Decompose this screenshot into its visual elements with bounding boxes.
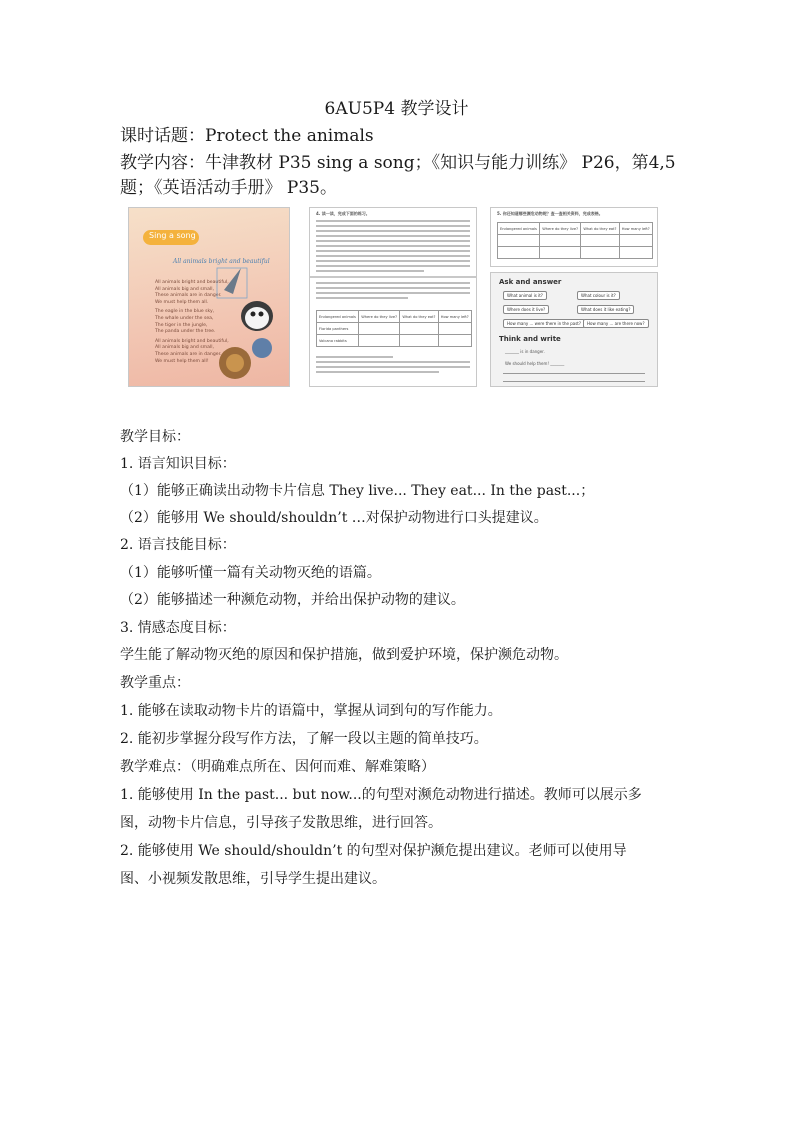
table-header: Endangered animals <box>317 311 359 323</box>
table-header: What do they eat? <box>400 311 438 323</box>
body-line: 学生能了解动物灭绝的原因和保护措施，做到爱护环境，保护濒危动物。 <box>120 647 568 663</box>
exercise-5-table <box>497 222 653 259</box>
song-lyric-line: The panda under the tree. <box>155 329 216 335</box>
exercise-5-heading: 5. 你还知道哪些濒危动物呢？查一查相关资料，完成表格。 <box>497 211 603 216</box>
question-pill: Where does it live? <box>503 305 549 314</box>
body-line: （2）能够描述一种濒危动物，并给出保护动物的建议。 <box>120 592 465 608</box>
body-line: 2. 语言技能目标： <box>120 537 236 553</box>
body-line: （2）能够用 We should/shouldn’t …对保护动物进行口头提建议。 <box>120 510 548 526</box>
song-lyric-line: All animals bright and beautiful, <box>155 338 229 344</box>
song-lyric-line: These animals are in danger. <box>155 293 222 299</box>
exercise-5-image <box>490 207 658 267</box>
question-pill: How many ... were there in the past? <box>503 319 585 328</box>
question-pill: What does it like eating? <box>577 305 634 314</box>
think-write-heading: Think and write <box>499 335 561 343</box>
ask-answer-heading: Ask and answer <box>499 278 562 286</box>
body-line: 1. 能够在读取动物卡片的语篇中，掌握从词到句的写作能力。 <box>120 703 502 719</box>
write-line: We should help them! _______ <box>505 361 565 366</box>
table-row-label: Volcano rabbits <box>317 335 359 347</box>
body-line: 1. 语言知识目标： <box>120 456 236 472</box>
exercise-4-heading: 4. 读一读，完成下面的练习。 <box>316 211 370 216</box>
write-line: _______ is in danger. <box>505 349 545 354</box>
body-line: 2. 能够使用 We should/shouldn’t 的句型对保护濒危提出建议。老师可以使用导 <box>120 843 627 859</box>
song-lyric-line: All animals bright and beautiful, <box>155 280 229 285</box>
song-lyric-line: The whale under the sea, <box>155 315 214 321</box>
body-line: 教学难点：（明确难点所在、因何而难、解难策略） <box>120 759 435 775</box>
body-line: 1. 能够使用 In the past... but now...的句型对濒危动物进行描述。教师可以展示多 <box>120 787 642 803</box>
sing-a-song-image <box>128 207 290 387</box>
song-title: All animals bright and beautiful <box>173 258 270 265</box>
lesson-topic: 课时话题：Protect the animals <box>120 126 374 146</box>
body-line: 教学目标： <box>120 429 190 445</box>
body-line: 3. 情感态度目标： <box>120 620 236 636</box>
body-line: 2. 能初步掌握分段写作方法，了解一段以主题的简单技巧。 <box>120 731 488 747</box>
table-header: Endangered animals <box>498 223 540 235</box>
activity-book-image <box>490 272 658 387</box>
body-line: 图，动物卡片信息，引导孩子发散思维，进行回答。 <box>120 815 442 831</box>
table-header: How many left? <box>619 223 652 235</box>
page-title: 6AU5P4 教学设计 <box>324 99 469 119</box>
song-lyric-line: These animals are in danger. <box>155 351 222 357</box>
lesson-content: 教学内容：牛津教材 P35 sing a song；《知识与能力训练》 P26，第4,5 题；《英语活动手册》 P35。 <box>120 153 676 198</box>
song-lyric-line: All animals big and small, <box>155 345 214 351</box>
body-line: 教学重点： <box>120 675 190 691</box>
table-header: Where do they live? <box>359 311 400 323</box>
question-pill: How many ... are there now? <box>583 319 649 328</box>
table-header: How many left? <box>438 311 471 323</box>
exercise-4-table-image <box>309 277 477 387</box>
table-header: What do they eat? <box>581 223 619 235</box>
body-line: 图、小视频发散思维，引导学生提出建议。 <box>120 871 386 887</box>
question-pill: What animal is it? <box>503 291 547 300</box>
song-lyric-line: The tiger in the jungle, <box>155 322 208 328</box>
animal-illustrations <box>129 208 290 387</box>
song-lyric-line: We must help them all. <box>155 299 209 305</box>
question-pill: What colour is it? <box>577 291 620 300</box>
song-lyric-line: The eagle in the blue sky, <box>155 309 215 315</box>
body-line: （1）能够正确读出动物卡片信息 They live... They eat... In the past...； <box>120 483 595 499</box>
song-lyric-line: All animals big and small, <box>155 286 214 292</box>
song-lyric-line: We must help them all! <box>155 358 209 364</box>
exercise-4-passage-image <box>309 207 477 277</box>
endangered-animals-table <box>316 310 472 347</box>
passage-text-lines <box>316 220 470 275</box>
table-header: Where do they live? <box>540 223 581 235</box>
table-row-label: Florida panthers <box>317 323 359 335</box>
song-label: Sing a song <box>149 231 196 240</box>
body-line: （1）能够听懂一篇有关动物灭绝的语篇。 <box>120 565 381 581</box>
question-lines <box>316 356 470 376</box>
passage-continued-lines <box>316 282 470 302</box>
